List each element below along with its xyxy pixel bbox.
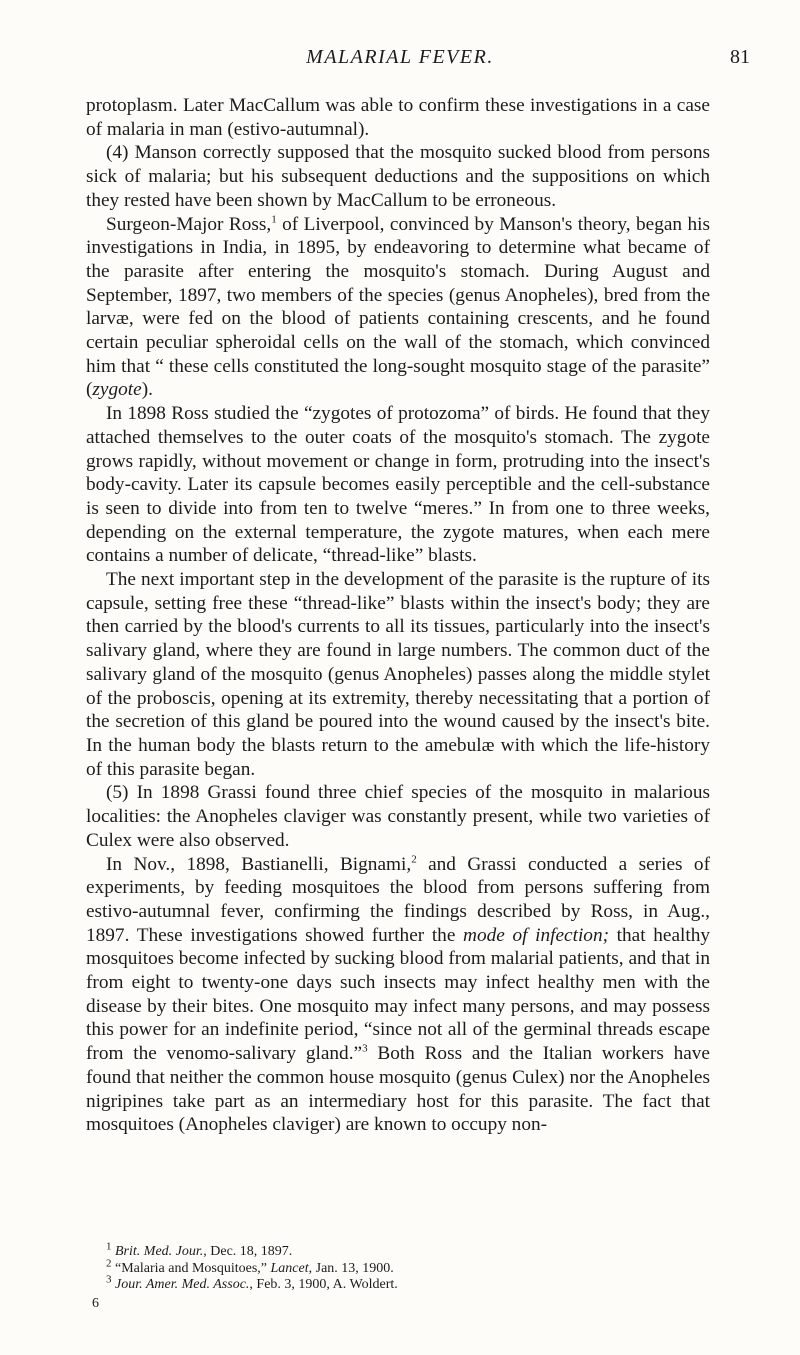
signature-mark: 6 xyxy=(92,1296,99,1311)
footnote-ref: 3 xyxy=(362,1042,368,1055)
footnote: $^2$ “Malaria and Mosquitoes,” Lancet, Jan. 13, 1900. xyxy=(106,1256,394,1276)
paragraph: In 1898 Ross studied the “zygotes of protozoma” of birds. He found that they attached themselves to the outer coats of the mosquito's stomach. The zygote grows rapidly, without movement or change in form, protruding into the insect's body-cavity. Later its capsule becomes easily perceptible and the cell-substance is seen to divide into from ten to twelve “meres.” In from one to three weeks, depending on the external temperature, the zygote matures, when each mere contains a number of delicate, “thread-like” blasts. xyxy=(86,403,710,567)
paragraph: protoplasm. Later MacCallum was able to confirm these investigations in a case of malaria in man (estivo-autumnal). xyxy=(86,95,710,140)
footnote: $^1$ Brit. Med. Jour., Dec. 18, 1897. xyxy=(106,1240,293,1259)
paragraph: (5) In 1898 Grassi found three chief species of the mosquito in malarious localities: the Anopheles claviger was constantly present, while two varieties of Culex were also observed. xyxy=(86,782,710,851)
paragraph: In Nov., 1898, Bastianelli, Bignami,$^2$ and Grassi conducted a series of experiments, by feeding mosquitoes the blood from persons suffering from estivo-autumnal fever, confirming the findings described by Ross, in Aug., 1897. These investigations showed further the mode of infection; that healthy mosquitoes become infected by sucking blood from malarial patients, and that in from eight to twenty-one days such insects may infect healthy men with the disease by their bites. One mosquito may infect many persons, and may possess this power for an indefinite period, “since not all of the germinal threads escape from the venomo-salivary gland.”$^3$ Both Ross and the Italian workers have found that neither the common house mosquito (genus Culex) nor the Anopheles nigripines take part as an intermediary host for this parasite. The fact that mosquitoes (Anopheles claviger) are known to occupy non- xyxy=(86,853,710,1136)
footnote: $^3$ Jour. Amer. Med. Assoc., Feb. 3, 1900, A. Woldert. xyxy=(106,1273,398,1292)
footnotes xyxy=(86,1240,710,1294)
page-number: 81 xyxy=(730,46,750,68)
page-header xyxy=(0,46,800,74)
footnote-ref: 1 xyxy=(271,213,277,226)
paragraph: Surgeon-Major Ross,$^1$ of Liverpool, convinced by Manson's theory, began his investigations in India, in 1895, by endeavoring to determine what became of the parasite after entering the mosquito's stomach. During August and September, 1897, two members of the species (genus Anopheles), bred from the larvæ, were fed on the blood of patients containing crescents, and he found certain peculiar spheroidal cells on the wall of the stomach, which convinced him that “ these cells constituted the long-sought mosquito stage of the parasite” (zygote). xyxy=(86,213,710,401)
paragraph: (4) Manson correctly supposed that the mosquito sucked blood from persons sick of malaria; but his subsequent deductions and the suppositions on which they rested have been shown by MacCallum to be erroneous. xyxy=(86,142,710,211)
footnote-ref: 2 xyxy=(411,853,417,866)
paragraph: The next important step in the development of the parasite is the rupture of its capsule, setting free these “thread-like” blasts within the insect's body; they are then carried by the blood's currents to all its tissues, particularly into the insect's salivary gland, where they are found in large numbers. The common duct of the salivary gland of the mosquito (genus Anopheles) passes along the middle stylet of the proboscis, opening at its extremity, thereby necessitating that a portion of the secretion of this gland be poured into the wound caused by the insect's bite. In the human body the blasts return to the amebulæ with which the life-history of this parasite began. xyxy=(86,569,710,780)
running-title: MALARIAL FEVER. xyxy=(306,46,494,68)
body-text xyxy=(86,94,710,1137)
